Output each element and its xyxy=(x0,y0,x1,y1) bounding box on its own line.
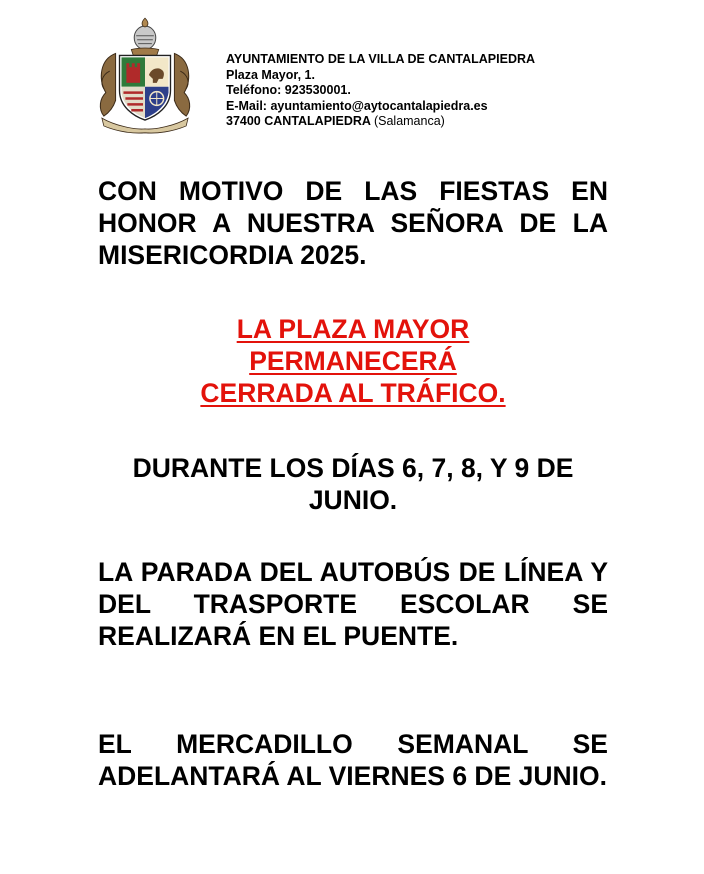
postal-address xyxy=(226,114,535,130)
phone: Teléfono: 923530001. xyxy=(226,83,351,97)
intro-paragraph: CON MOTIVO DE LAS FIESTAS EN HONOR A NUESTRA SEÑORA DE LA MISERICORDIA 2025. xyxy=(98,176,608,270)
traffic-closure-notice xyxy=(98,313,608,409)
email: E-Mail: ayuntamiento@aytocantalapiedra.es xyxy=(226,98,488,113)
coat-of-arms-icon xyxy=(96,14,194,134)
postal-code-city: 37400 CANTALAPIEDRA xyxy=(226,114,371,128)
notice-line-2: PERMANECERÁ xyxy=(249,346,457,376)
letterhead xyxy=(226,52,535,130)
dates-paragraph: DURANTE LOS DÍAS 6, 7, 8, Y 9 DE JUNIO. xyxy=(132,453,574,515)
address: Plaza Mayor, 1. xyxy=(226,67,315,82)
province: (Salamanca) xyxy=(373,114,445,128)
market-paragraph: EL MERCADILLO SEMANAL SE ADELANTARÁ AL VIERNES 6 DE JUNIO. xyxy=(98,729,608,791)
notice-line-1: LA PLAZA MAYOR xyxy=(236,314,470,344)
bus-stop-paragraph: LA PARADA DEL AUTOBÚS DE LÍNEA Y DEL TRASPORTE ESCOLAR SE REALIZARÁ EN EL PUENTE. xyxy=(98,557,608,651)
notice-line-3: CERRADA AL TRÁFICO. xyxy=(200,378,506,408)
institution-name: AYUNTAMIENTO DE LA VILLA DE CANTALAPIEDRA xyxy=(226,52,536,66)
